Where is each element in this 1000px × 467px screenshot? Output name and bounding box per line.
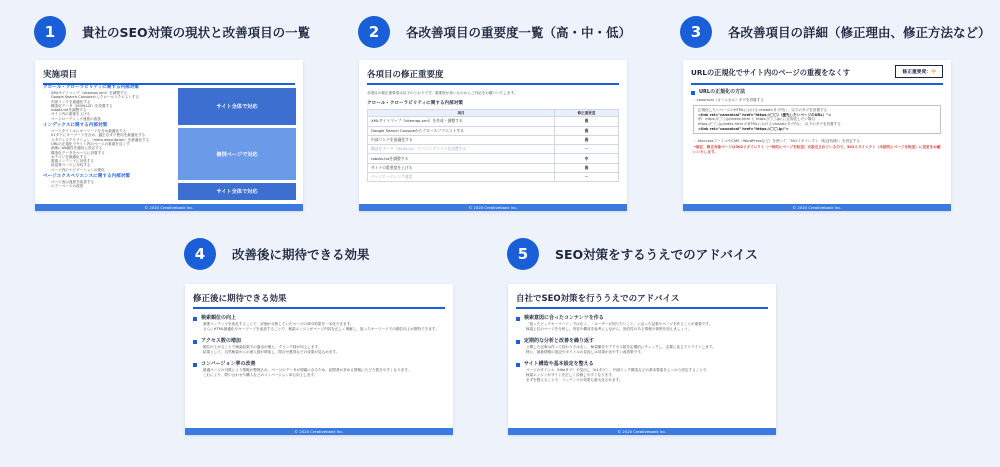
step-number: 4 [184,238,216,270]
section-text: 最適ページの対策により情報が整理され、ページのデータが明確になるため、訪問者が求める情報にたどり着きやすくなります。 [203,368,412,373]
step-number: 5 [507,238,539,270]
slide-priority-table [359,60,627,211]
block-individual-page: 個別ページで対応 [178,128,296,180]
row-priority: － [555,172,619,181]
section-text: ページのタイトル（titleタグ）や見出し（h1タグ）、内部リンク構造などの基本要素をしっかり設定することで、 [526,368,711,373]
row-item: robots.txtを調整する [368,154,555,163]
row-priority: 高 [555,163,619,172]
slide-title: 修正後に期待できる効果 [193,294,287,304]
warning-note: →現在、修正対象ページは302リダイレクト（一時的にページを転送）が設定されているので、301リダイレクト（永続的にページを転送）に変更をお願いいたします。 [693,145,941,154]
step-3-header [680,16,991,48]
table-row [368,117,619,126]
list-item: 重複コンテンツに対処する [51,159,94,164]
section-text: 重要コンテンツを改良することで、評価が分散していたページのSEO効果を一本化できます。 [203,322,354,326]
table-row [368,163,619,172]
method-note: ・canonical（カノニカル）タグを設置する [693,98,764,102]
group-title: クロール・クローラビリティに関する内部対策 [43,85,139,90]
section-heading: 検索順位の向上 [193,315,445,322]
table-row [368,135,619,144]
slide-title: 実施項目 [43,70,78,80]
section-text: 特に、最新情報の追記やタイトルの見直しは効果が出やすい改善策です。 [526,349,645,354]
table-row [368,154,619,163]
row-priority: 高 [555,126,619,135]
row-item: 内部リンクを最適化する [368,135,555,144]
list-item: ページタイトルにキーワードを含め最適化する [51,129,127,134]
section-heading: コンバージョン率の改善 [193,361,445,368]
section-text: 公開した記事は作って終わりではなく、検索順位やアクセス数を定期的にチェックし、必要に応じてリライトします。 [526,345,716,350]
list-item: エラーページの改善 [51,184,84,189]
list-item: 画像にalt属性を適切に設定する [51,146,103,151]
section-text: 順位が上がることで検索結果での露出が増え、クリック数が向上します。 [203,345,322,350]
bullet-square-icon [193,317,197,321]
method-note: ・.htaccessファイルやCMS（WordPressなど）を使って「301リダイレクト（転送処理）」を設定する [693,139,860,144]
code-line: <link rel="canonical" href="https://〇〇/（優先したいページのURL）"> [698,112,832,117]
table-row [368,172,619,181]
list-item: メタディスクリプション（meta description）を最適化する [51,137,150,142]
section-text: これにより、問い合わせや購入などのコンバージョン率も向上します。 [203,372,318,377]
table-subheading: クロール・クローラビリティに関する内部対策 [367,101,463,107]
list-item: robots.txtを調整する [51,108,87,113]
table-row [368,145,619,154]
list-item: ページ内のナビゲーションの強化 [51,167,105,172]
list-item: Google Search Consoleからクロールリクエストする [51,95,139,100]
advice-sections [508,309,776,382]
code-line: 例：https://〇〇.jp/index.html と https://〇〇.jp/ に正規化したい場合 [698,117,816,122]
step-4-header [184,238,370,270]
col-header-item: 項目 [368,110,555,117]
slide-footer: © 2020 Creativebank Inc. [35,204,303,211]
bullet-square-icon [193,363,197,367]
title-underline [691,83,943,85]
section-text: まずを整えることで、コンテンツの効果も最大化されます。 [526,377,623,382]
list-item: 低品質ページに対処する [51,163,91,168]
bullet-square-icon [516,317,520,321]
block-site-wide: サイト全体で対応 [178,183,296,200]
bullet-square-icon [193,340,197,344]
section-heading: 検索意図に合ったコンテンツを作る [516,315,768,322]
code-example-box [693,105,941,134]
table-row [368,126,619,135]
slide-implementation-items [35,60,303,211]
row-item: XMLサイトマップ（sitemap.xml）を作成・調整する [368,117,555,126]
row-priority: 高 [555,117,619,126]
step-title: SEO対策をするうえでのアドバイス [555,247,758,262]
code-line: <link rel="canonical" href="https://〇〇.jp/"> [698,126,789,131]
effect-sections [185,309,453,378]
list-item: XMLサイトマップ（sitemap.xml）を調整する [51,91,128,95]
item-list [43,85,171,189]
list-item: サイト内の重複を上げる [51,112,91,117]
row-item: 構造化データ（JSON-LD）でパンくずリストを設置する [368,145,555,154]
row-priority: － [555,145,619,154]
block-site-wide: サイト全体で対応 [178,88,296,125]
row-item: サイトの重要度を上げる [368,163,555,172]
step-title: 貴社のSEO対策の現状と改善項目の一覧 [82,25,311,40]
list-item: 内部リンクを最適化する [51,99,91,104]
step-number: 1 [34,16,66,48]
slide-footer: © 2020 Creativebank Inc. [683,204,951,211]
priority-table [367,109,619,182]
section-heading: 定期的な分析と改善を繰り返す [516,338,768,345]
title-underline [367,83,619,85]
row-priority: 中 [555,154,619,163]
section-heading: アクセス数の増加 [193,338,445,345]
list-item: URLの正規化でサイト内のページの重複をなくす [51,141,130,146]
priority-badge-value: 中 [931,70,936,75]
slide-title: 各項目の修正重要度 [367,70,444,80]
section-text: さらにHTML最適化やキーワードを追加することで、検索エンジンがページ内容を正しく理解し、狙ったキーワードでの順位向上が期待できます。 [203,326,439,331]
section-text: 「狙ったビッグキーワード」ではなく、「ユーザーが知りたいこと」に沿った記事やページを作ることが重要です。 [526,322,713,326]
slide-title: URLの正規化でサイト内のページの重複をなくす [691,68,851,77]
section-text: 検索上位のページを分析し、内容や構成を参考にしながら、独自性のある情報や事例を加えましょう。 [526,326,692,331]
list-item: ページ表示速度を改善する [51,180,95,185]
slide-footer: © 2020 Creativebank Inc. [185,428,453,435]
slide-item-detail [683,60,951,211]
step-title: 各改善項目の詳細（修正理由、修正方法など） [728,25,991,40]
step-2-header [358,16,631,48]
group-title: インデックスに関する内部対策 [43,123,108,129]
priority-badge [895,65,943,78]
list-item: 構造化データ（JSON-LD）を設置する [51,103,113,108]
section-heading: URLの正規化の方法 [691,89,943,96]
list-item: ページローディング速度の改善 [51,116,101,121]
group-title: ページエクスペリエンスに関する内部対策 [43,174,130,180]
list-item: 構造化データをページに設置する [51,150,105,155]
bullet-square-icon [516,363,520,367]
step-number: 3 [680,16,712,48]
col-header-priority: 修正重要度 [555,110,619,117]
priority-badge-label: 修正重要度： [902,70,932,75]
section-heading: サイト構造や基本設定を整える [516,361,768,368]
list-item: カテゴリを最適化する [51,154,87,159]
step-1-header [34,16,310,48]
code-line: 正規化したいページのHTMLにおける<head>タグ内に、以下のタグを設置する [698,108,828,113]
step-5-header [507,238,758,270]
step-title: 改善後に期待できる効果 [232,247,370,262]
row-item: ページローディング速度 [368,172,555,181]
step-number: 2 [358,16,390,48]
slide-seo-advice [508,284,776,435]
intro-text: 各項目の修正重要度は以下のとおりです。重要度が高いものからご対応をお願いいたします。 [367,91,518,95]
code-line: https://〇〇.jp/index.html のHTMLにおける<head>タグ内に、以下のタグを設置する [698,121,841,126]
section-text: 結果として、自然検索からの流入数が増加し、問合せ獲得などの成果が見込めます。 [203,349,340,354]
slide-expected-effects [185,284,453,435]
row-priority: 高 [555,135,619,144]
bullet-square-icon [516,340,520,344]
row-item: Google Search Consoleからクロールリクエストする [368,126,555,135]
slide-footer: © 2020 Creativebank Inc. [508,428,776,435]
slide-footer: © 2020 Creativebank Inc. [359,204,627,211]
section-text: 検索エンジンがサイトを正しく評価しやすくなります。 [526,372,616,377]
step-title: 各改善項目の重要度一覧（高・中・低） [406,25,632,40]
list-item: h1タグにキーワードを含め、適正なタグ使用を最適化する [51,133,146,138]
bullet-square-icon [691,91,695,95]
slide-title: 自社でSEO対策を行ううえでのアドバイス [516,294,680,304]
